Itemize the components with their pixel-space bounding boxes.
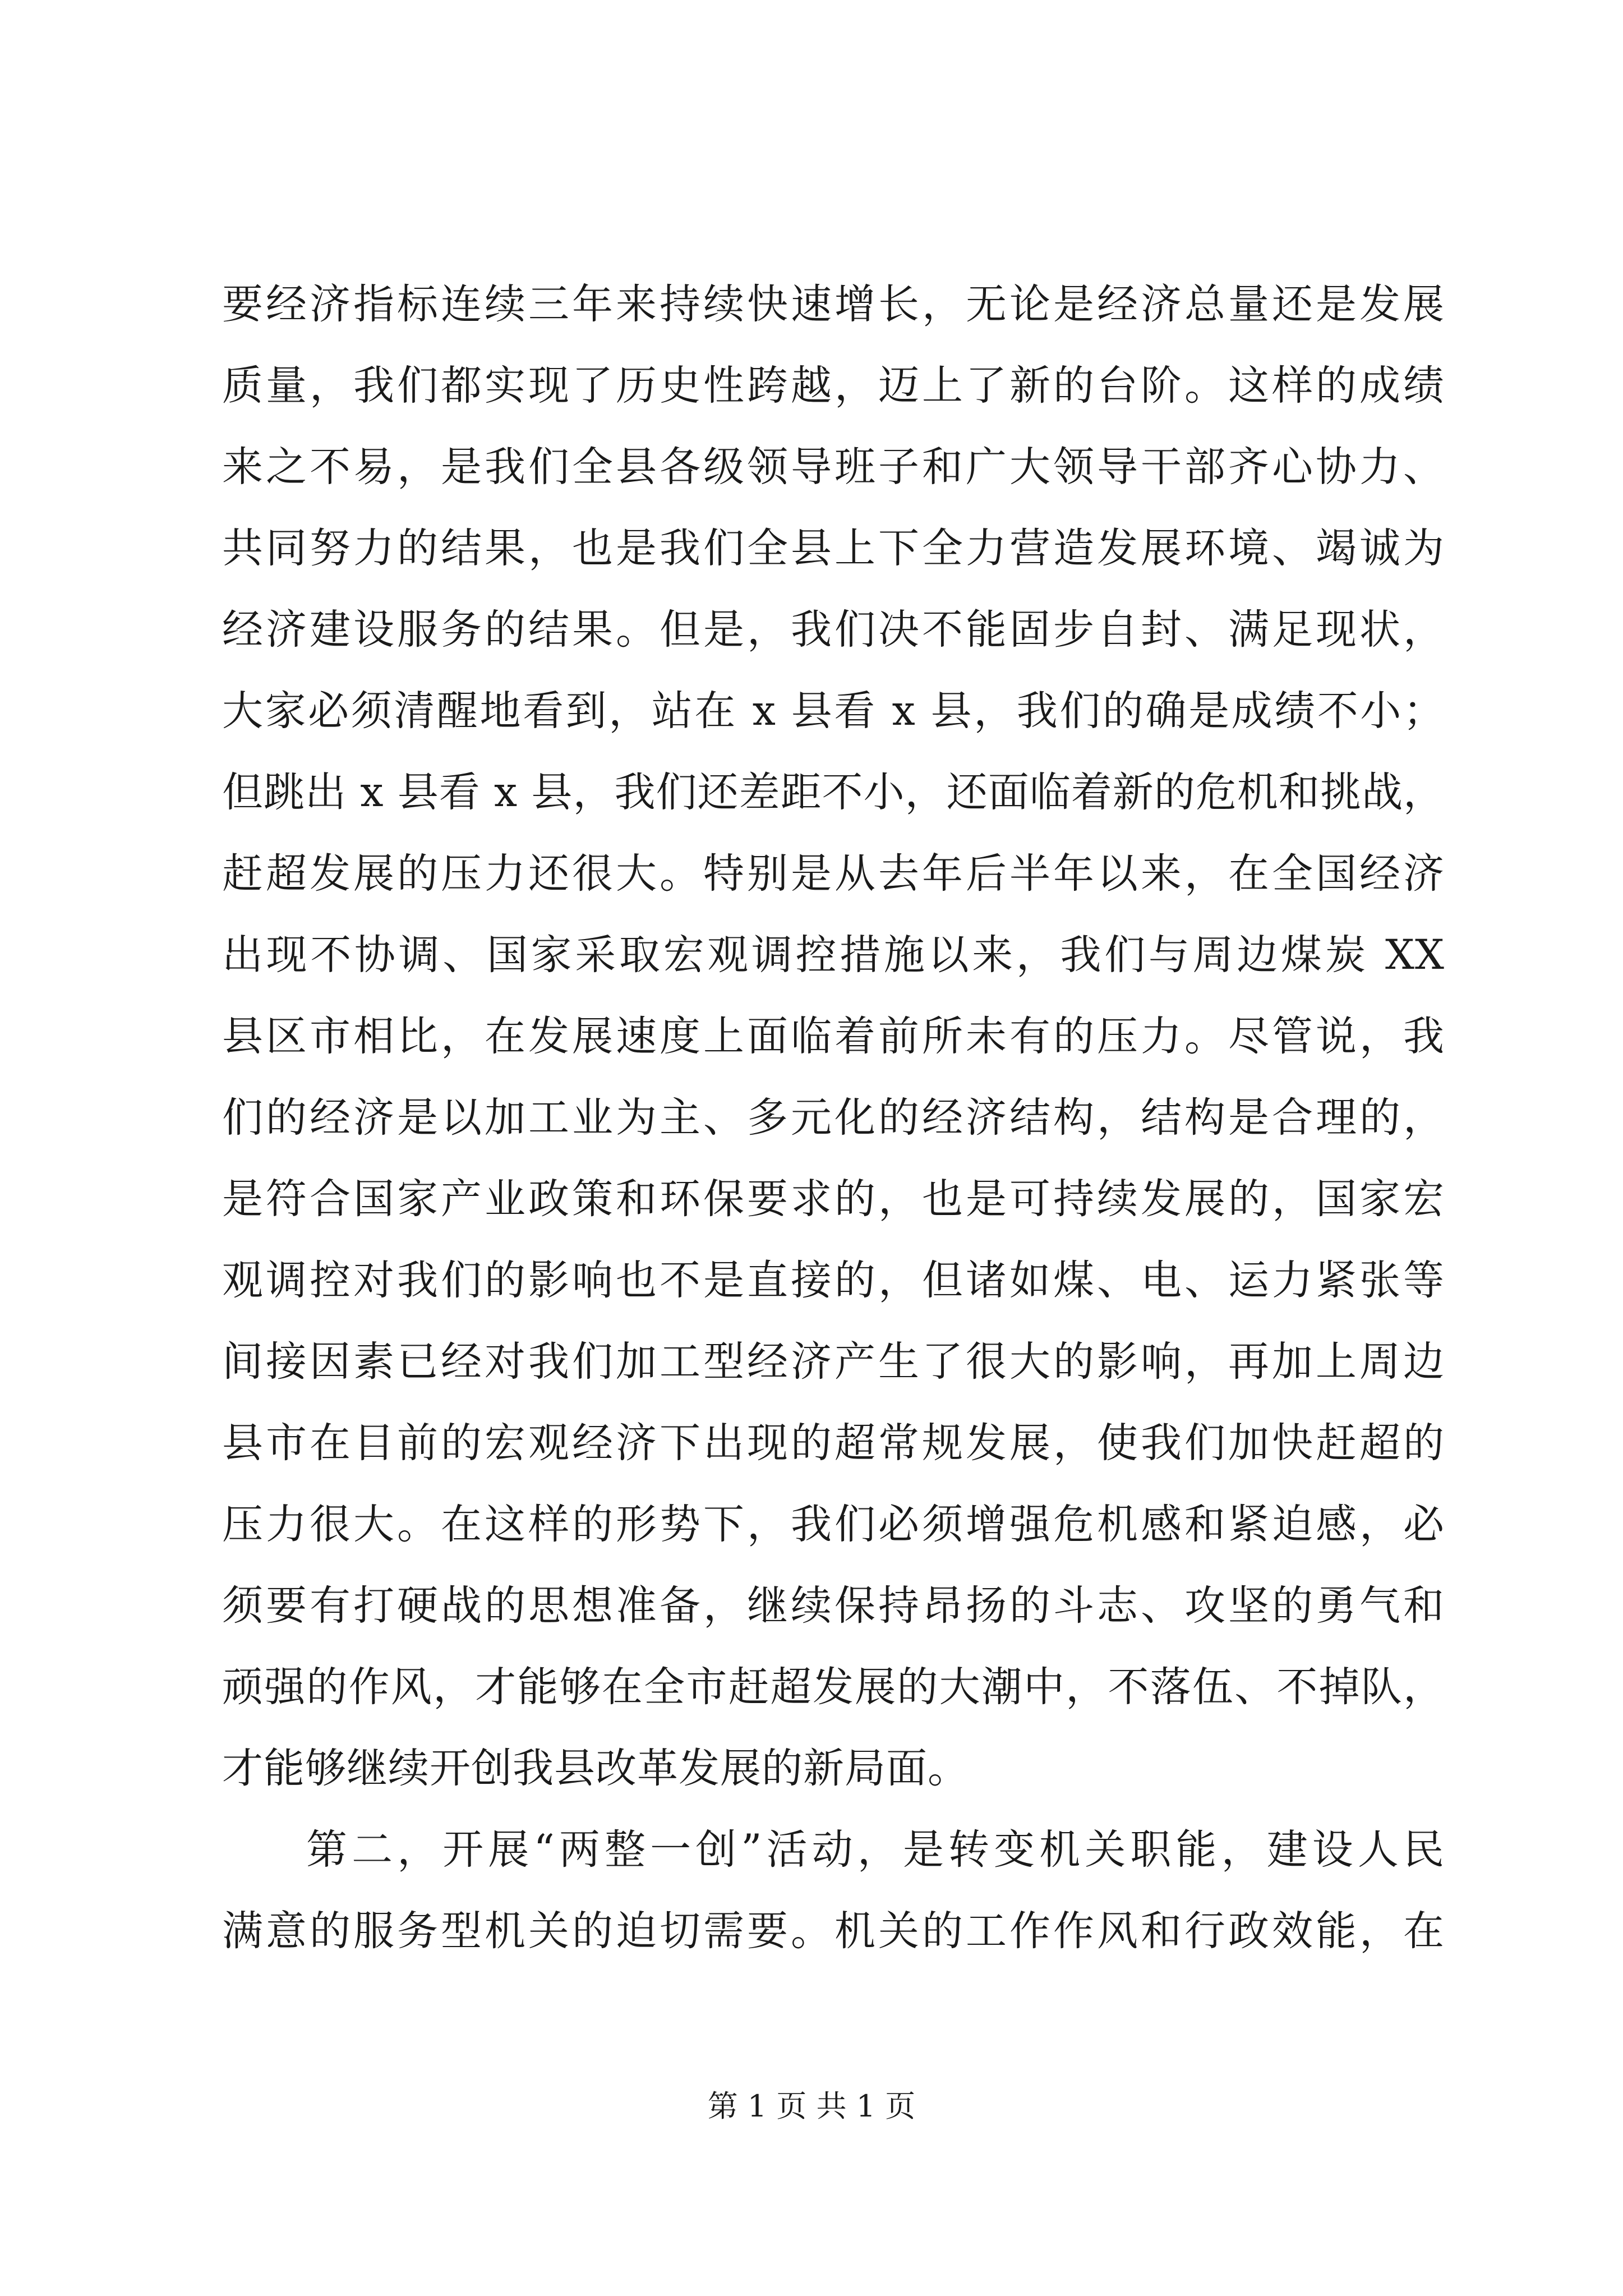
text-line: 要经济指标连续三年来持续快速增长，无论是经济总量还是发展: [222, 280, 1445, 328]
paragraph-end-line: 才能够继续开创我县改革发展的新局面。: [222, 1745, 969, 1792]
text-line: 共同努力的结果，也是我们全县上下全力营造发展环境、竭诚为: [222, 524, 1445, 572]
text-line: 须要有打硬战的思想准备，继续保持昂扬的斗志、攻坚的勇气和: [222, 1582, 1445, 1630]
text-line: 质量，我们都实现了历史性跨越，迈上了新的台阶。这样的成绩: [222, 362, 1445, 409]
text-line: 县区市相比，在发展速度上面临着前所未有的压力。尽管说，我: [222, 1013, 1445, 1060]
text-line: 是符合国家产业政策和环保要求的，也是可持续发展的，国家宏: [222, 1175, 1445, 1223]
text-line: 顽强的作风，才能够在全市赶超发展的大潮中，不落伍、不掉队，: [222, 1663, 1445, 1711]
text-line: 大家必须清醒地看到，站在 x 县看 x 县，我们的确是成绩不小；: [222, 687, 1445, 735]
text-line: 经济建设服务的结果。但是，我们决不能固步自封、满足现状，: [222, 606, 1445, 654]
text-line: 间接因素已经对我们加工型经济产生了很大的影响，再加上周边: [222, 1338, 1445, 1386]
text-line: 县市在目前的宏观经济下出现的超常规发展，使我们加快赶超的: [222, 1419, 1445, 1467]
text-line: 但跳出 x 县看 x 县，我们还差距不小，还面临着新的危机和挑战，: [222, 769, 1445, 816]
text-line: 来之不易，是我们全县各级领导班子和广大领导干部齐心协力、: [222, 443, 1445, 491]
text-line: 们的经济是以加工业为主、多元化的经济结构，结构是合理的，: [222, 1094, 1445, 1142]
page-number-footer: 第 1 页 共 1 页: [707, 2088, 916, 2124]
paragraph-start-line: 第二，开展“两整一创”活动，是转变机关职能，建设人民: [306, 1826, 1445, 1874]
text-line: 压力很大。在这样的形势下，我们必须增强危机感和紧迫感，必: [222, 1501, 1445, 1548]
text-line: 满意的服务型机关的迫切需要。机关的工作作风和行政效能，在: [222, 1907, 1445, 1955]
text-line: 赶超发展的压力还很大。特别是从去年后半年以来，在全国经济: [222, 850, 1445, 898]
text-line: 观调控对我们的影响也不是直接的，但诸如煤、电、运力紧张等: [222, 1257, 1445, 1304]
text-line: 出现不协调、国家采取宏观调控措施以来，我们与周边煤炭 XX: [222, 931, 1445, 979]
document-body: [222, 264, 1445, 1972]
